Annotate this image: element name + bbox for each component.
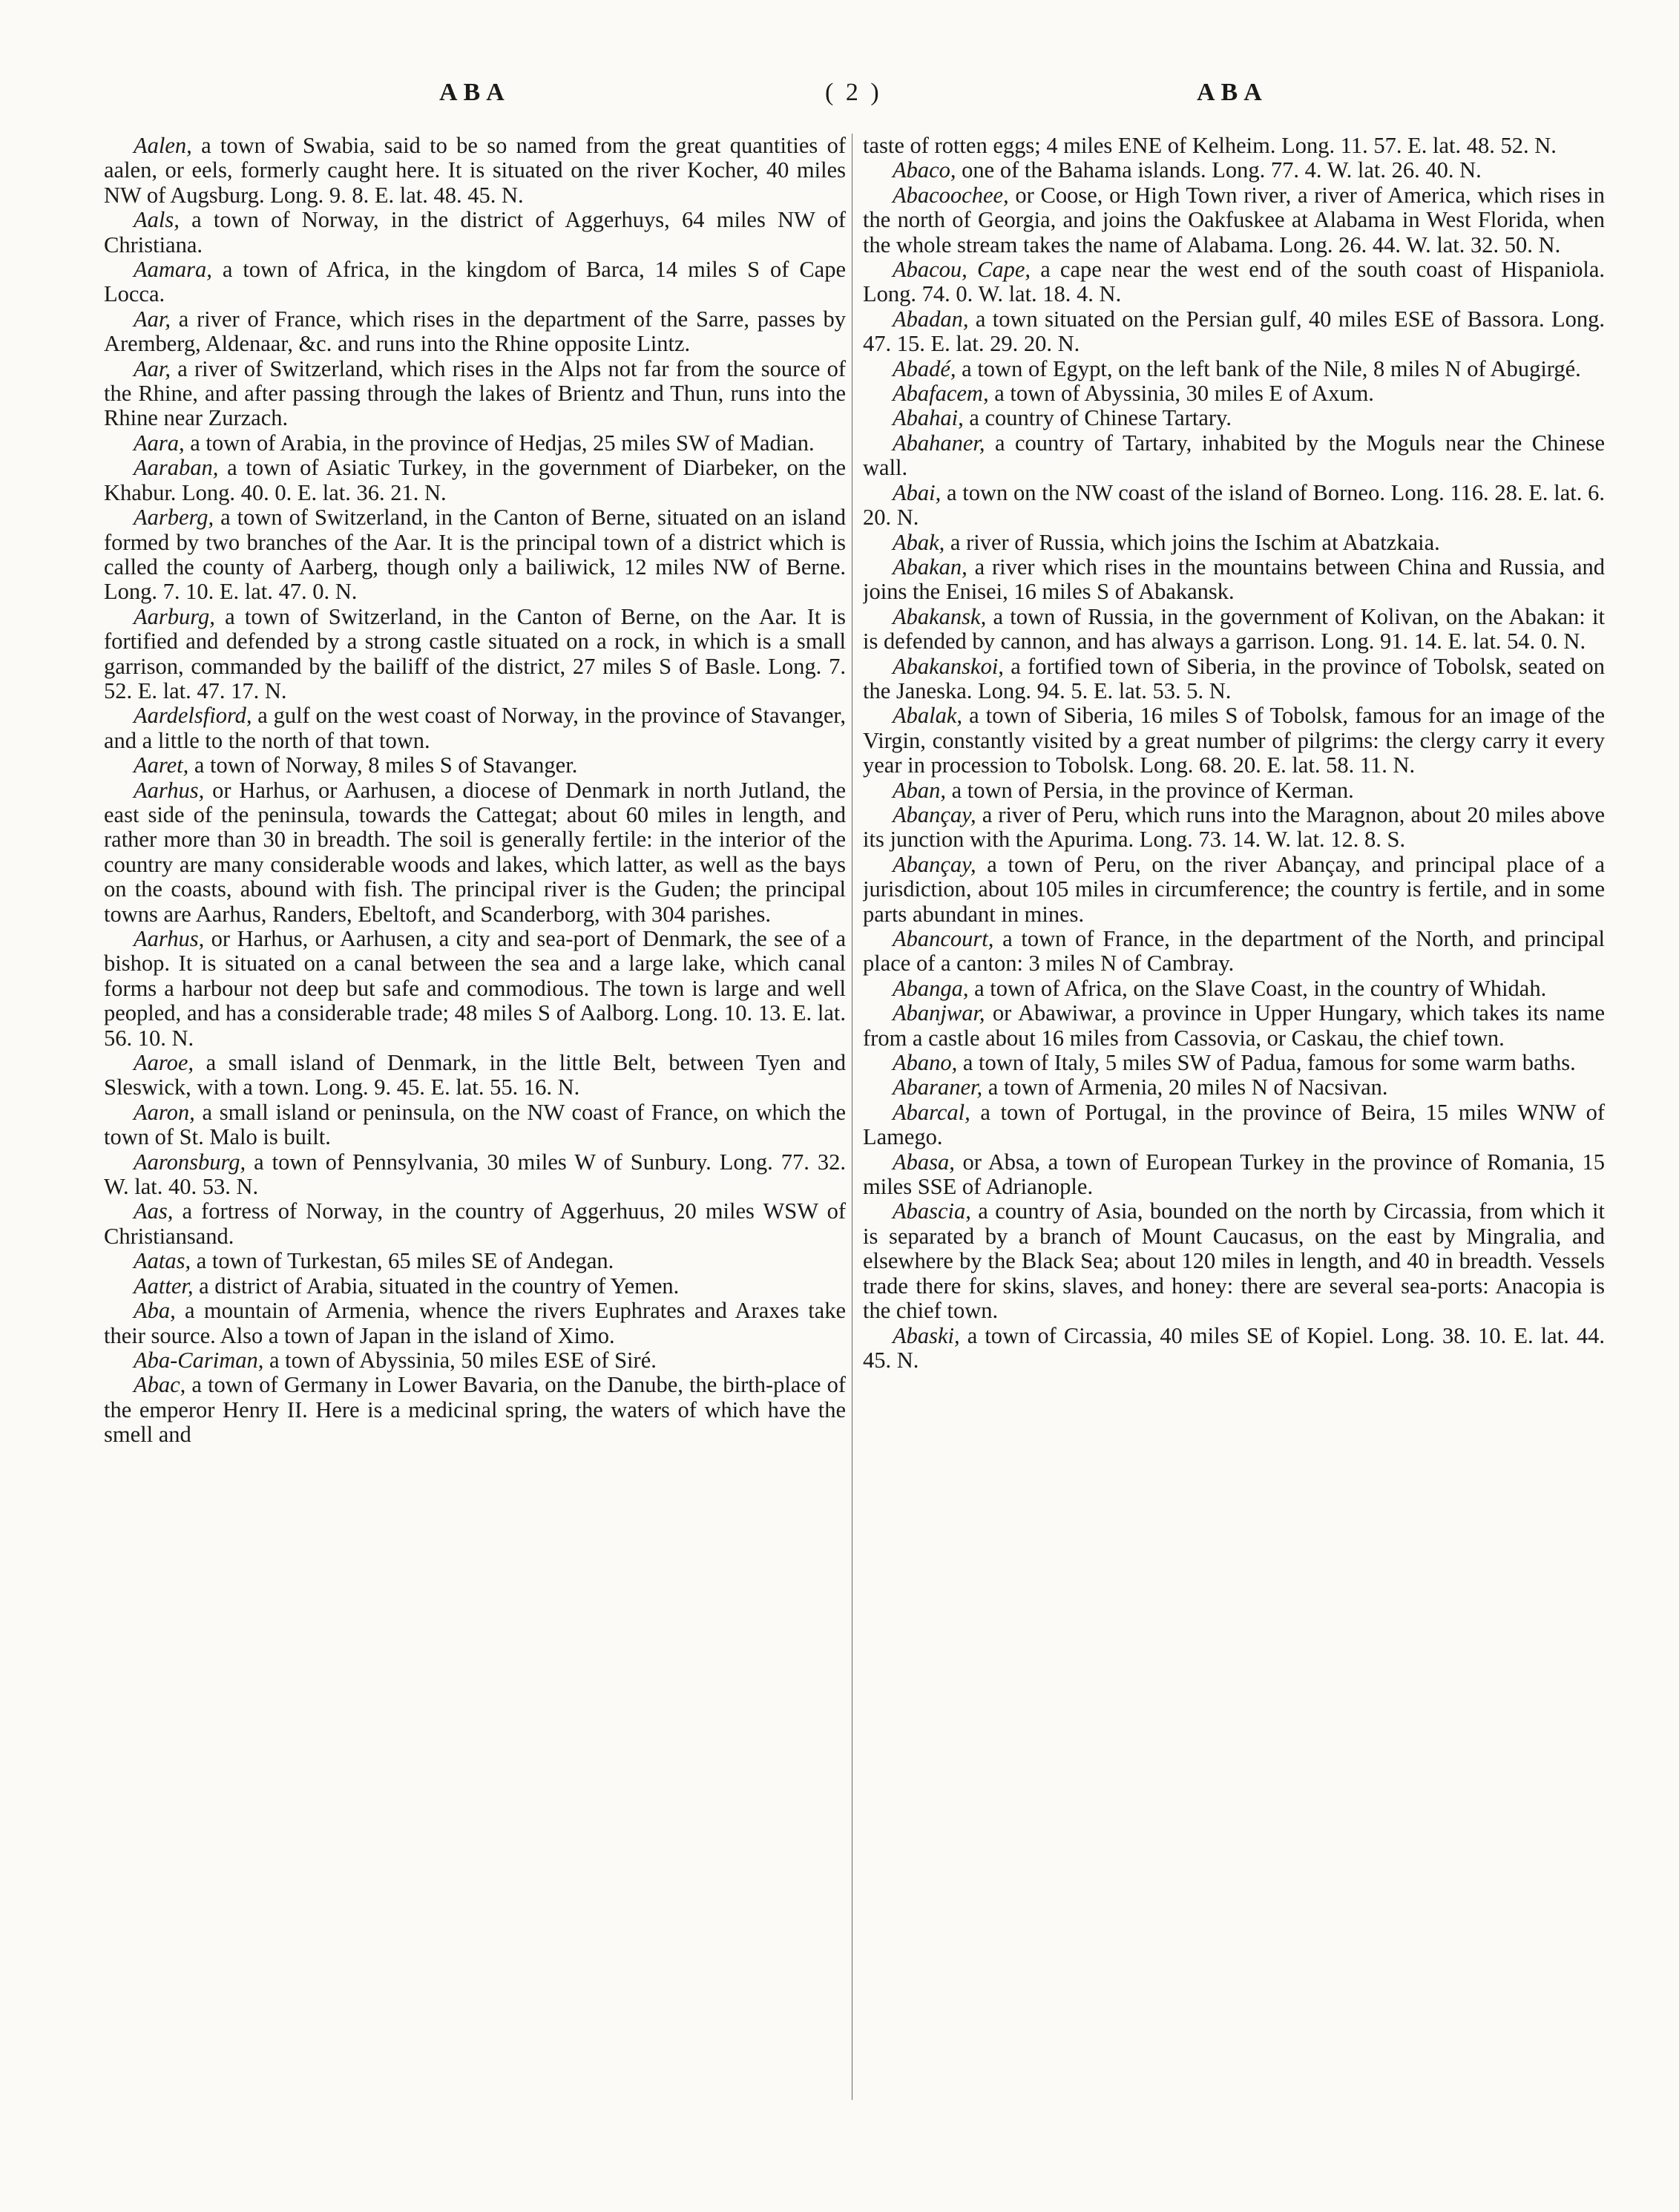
entry-text: a fortress of Norway, in the country of Aggerhuus, 20 miles WSW of Christiansand. xyxy=(104,1198,846,1249)
header-right-catchword: ABA xyxy=(1197,79,1268,106)
entry-text: a town of Pennsylvania, 30 miles W of Sunbury. Long. 77. 32. W. lat. 40. 53. N. xyxy=(104,1149,846,1200)
entry-headword: Aalen, xyxy=(134,134,192,158)
entry-headword: Abançay, xyxy=(893,851,976,877)
entry-headword: Abahai, xyxy=(893,405,964,431)
gazetteer-entry xyxy=(863,555,1605,605)
gazetteer-entry xyxy=(104,1299,846,1348)
entry-headword: Aba, xyxy=(134,1298,176,1324)
gazetteer-entry xyxy=(863,778,1605,803)
gazetteer-entry xyxy=(104,1249,846,1273)
entry-headword: Aardelsfiord, xyxy=(134,703,252,729)
gazetteer-entry xyxy=(104,307,846,357)
entry-text: a country of Chinese Tartary. xyxy=(963,405,1232,431)
gazetteer-entry xyxy=(863,1051,1605,1075)
entry-headword: Aaron, xyxy=(134,1099,195,1125)
entry-text: or Absa, a town of European Turkey in the province of Romania, 15 miles SSE of Adrianople. xyxy=(863,1149,1605,1200)
gazetteer-entry xyxy=(104,1199,846,1249)
entry-text: a town of Abyssinia, 30 miles E of Axum. xyxy=(988,381,1374,407)
entry-text: a town of France, in the department of the North, and principal place of a canton: 3 miles N of Cambray. xyxy=(863,926,1605,977)
entry-text: a mountain of Armenia, whence the rivers Euphrates and Araxes take their source. Also a town of Japan in the island of Ximo. xyxy=(104,1298,846,1348)
entry-text: a river of France, which rises in the department of the Sarre, passes by Aremberg, Aldenaar, &c. and runs into the Rhine opposite Lintz. xyxy=(104,306,846,357)
gazetteer-entry xyxy=(104,431,846,456)
entry-headword: Aaronsburg, xyxy=(134,1149,246,1175)
gazetteer-entry xyxy=(863,134,1605,158)
entry-text: or Harhus, or Aarhusen, a city and sea-port of Denmark, the see of a bishop. It is situated on a canal between the sea and a large lake, which canal forms a harbour not deep but safe and commodious. The town is large and well peopled, and has a considerable trade; 48 miles S of Aalborg. Long. 10. 13. E. lat. 56. 10. N. xyxy=(104,926,846,1051)
gazetteer-entry xyxy=(863,1001,1605,1051)
gazetteer-entry xyxy=(863,406,1605,430)
gazetteer-entry xyxy=(863,307,1605,357)
entry-text: a river which rises in the mountains between China and Russia, and joins the Enisei, 16 miles S of Abakansk. xyxy=(863,554,1605,605)
entry-headword: Abakan, xyxy=(893,554,967,580)
entry-text: a town of Armenia, 20 miles N of Nacsivan. xyxy=(982,1074,1388,1100)
entry-headword: Aarburg, xyxy=(134,603,215,629)
gazetteer-entry xyxy=(863,357,1605,381)
gazetteer-entry xyxy=(863,531,1605,555)
entry-text: or Abawiwar, a province in Upper Hungary, which takes its name from a castle about 16 miles from Cassovia, or Caskau, the chief town. xyxy=(863,1000,1605,1051)
entry-headword: Aatas, xyxy=(134,1248,191,1274)
entry-headword: Aatter, xyxy=(134,1273,194,1299)
gazetteer-entry xyxy=(863,183,1605,257)
entry-headword: Abadé, xyxy=(893,355,956,381)
entry-text: a country of Asia, bounded on the north by Circassia, from which it is separated by a branch of Mount Caucasus, on the east by Mingralia, and elsewhere by the Black Sea; about 120 miles in length, and 40 in breadth. Vessels trade there for skins, slaves, and honey: there are several sea-ports: Anacopia is the chief town. xyxy=(863,1198,1605,1324)
entry-text: a district of Arabia, situated in the country of Yemen. xyxy=(193,1273,680,1299)
gazetteer-entry xyxy=(863,977,1605,1001)
entry-headword: Abai, xyxy=(893,479,942,505)
entry-headword: Abaraner, xyxy=(893,1074,983,1100)
entry-headword: Abasa, xyxy=(893,1149,955,1175)
entry-headword: Abacoochee, xyxy=(893,182,1009,208)
entry-headword: Abanjwar, xyxy=(893,1000,985,1026)
entry-text: a gulf on the west coast of Norway, in the province of Stavanger, and a little to the north of that town. xyxy=(104,703,846,753)
gazetteer-entry xyxy=(104,456,846,505)
gazetteer-entry xyxy=(104,505,846,605)
gazetteer-entry xyxy=(104,1150,846,1200)
entry-headword: Abanga, xyxy=(893,975,969,1001)
entry-headword: Abancourt, xyxy=(893,926,994,951)
entry-text: a town of Germany in Lower Bavaria, on the Danube, the birth-place of the emperor Henry II. Here is a medicinal spring, the waters of which have the smell and xyxy=(104,1372,846,1448)
entry-text: a fortified town of Siberia, in the province of Tobolsk, seated on the Janeska. Long. 94. 5. E. lat. 53. 5. N. xyxy=(863,653,1605,703)
entry-headword: Abalak, xyxy=(893,703,963,729)
entry-headword: Abarcal, xyxy=(893,1099,970,1125)
entry-text: a town of Africa, on the Slave Coast, in the country of Whidah. xyxy=(968,975,1547,1001)
entry-headword: Aarhus, xyxy=(134,777,205,803)
gazetteer-entry xyxy=(863,158,1605,183)
entry-text: a river of Peru, which runs into the Maragnon, about 20 miles above its junction with the Apurima. Long. 73. 14. W. lat. 12. 8. S. xyxy=(863,801,1605,853)
gazetteer-entry xyxy=(104,1348,846,1373)
entry-headword: Aar, xyxy=(134,306,171,332)
entry-text: a town of Russia, in the government of Kolivan, on the Abakan: it is defended by cannon, and has always a garrison. Long. 91. 14. E. lat. 54. 0. N. xyxy=(863,603,1605,654)
entry-headword: Aaret, xyxy=(134,752,189,778)
entry-text: a country of Tartary, inhabited by the Moguls near the Chinese wall. xyxy=(863,430,1605,481)
gazetteer-entry xyxy=(863,1100,1605,1150)
gazetteer-entry xyxy=(104,1100,846,1150)
entry-text: a cape near the west end of the south coast of Hispaniola. Long. 74. 0. W. lat. 18. 4. N. xyxy=(863,257,1605,307)
entry-headword: Aara, xyxy=(134,430,185,456)
gazetteer-entry xyxy=(104,778,846,927)
entry-headword: Abakanskoi, xyxy=(893,653,1004,679)
entry-text: one of the Bahama islands. Long. 77. 4. W. lat. 26. 40. N. xyxy=(956,157,1482,183)
entry-text: a town of Africa, in the kingdom of Barca, 14 miles S of Cape Locca. xyxy=(104,257,846,307)
entry-headword: Aaroe, xyxy=(134,1050,194,1076)
entry-headword: Abascia, xyxy=(893,1198,971,1224)
entry-text: a small island of Denmark, in the little Belt, between Tyen and Sleswick, with a town. Long. 9. 45. E. lat. 55. 16. N. xyxy=(104,1050,846,1100)
entry-headword: Abadan, xyxy=(893,306,969,332)
entry-headword: Abaco, xyxy=(893,157,956,183)
gazetteer-entry xyxy=(863,853,1605,927)
gazetteer-entry xyxy=(863,654,1605,704)
gazetteer-entry xyxy=(863,481,1605,531)
entry-text: a town of Norway, in the district of Aggerhuys, 64 miles NW of Christiana. xyxy=(104,207,846,257)
entry-headword: Abaski, xyxy=(893,1322,960,1348)
entry-headword: Aas, xyxy=(134,1198,174,1224)
gazetteer-entry xyxy=(863,1150,1605,1200)
entry-headword: Abacou, Cape, xyxy=(893,257,1031,283)
entry-text: or Harhus, or Aarhusen, a diocese of Denmark in north Jutland, the east side of the peninsula, towards the Cattegat; about 60 miles in length, and rather more than 30 in breadth. The soil is generally fertile: in the interior of the country are many considerable woods and lakes, which latter, as well as the bays on the coasts, abound with fish. The principal river is the Guden; the principal towns are Aarhus, Randers, Ebeltoft, and Scanderborg, with 304 parishes. xyxy=(104,777,846,927)
gazetteer-entry xyxy=(104,1373,846,1447)
gazetteer-entry xyxy=(863,257,1605,307)
entry-text: a river of Russia, which joins the Ischim at Abatzkaia. xyxy=(944,529,1440,555)
entry-text: a town of Italy, 5 miles SW of Padua, famous for some warm baths. xyxy=(957,1050,1576,1076)
header-left-catchword: ABA xyxy=(439,79,510,106)
page-number: ( 2 ) xyxy=(825,79,882,106)
entry-text: a river of Switzerland, which rises in the Alps not far from the source of the Rhine, and after passing through the lakes of Brientz and Thun, runs into the Rhine near Zurzach. xyxy=(104,355,846,431)
gazetteer-entry xyxy=(863,381,1605,406)
gazetteer-entry xyxy=(104,1274,846,1299)
gazetteer-entry xyxy=(863,803,1605,853)
gazetteer-entry xyxy=(863,703,1605,778)
gazetteer-entry xyxy=(104,1051,846,1100)
gazetteer-entry xyxy=(863,605,1605,654)
gazetteer-entry xyxy=(104,357,846,431)
entry-headword: Abak, xyxy=(893,529,945,555)
entry-headword: Abac, xyxy=(134,1372,186,1398)
entry-headword: Aba-Cariman, xyxy=(134,1347,264,1373)
entry-text: a town of Norway, 8 miles S of Stavanger. xyxy=(188,752,578,778)
entry-text: or Coose, or High Town river, a river of America, which rises in the north of Georgia, and joins the Oakfuskee at Alabama in West Florida, when the whole stream takes the name of Alabama. Long. 26. 44. W. lat. 32. 50. N. xyxy=(863,182,1605,257)
right-column xyxy=(863,134,1605,2152)
gazetteer-entry xyxy=(863,927,1605,977)
gazetteer-entry xyxy=(104,703,846,753)
entry-headword: Aar, xyxy=(134,355,171,381)
gazetteer-entry xyxy=(863,1199,1605,1323)
entry-headword: Abano, xyxy=(893,1050,958,1076)
entry-headword: Aarhus, xyxy=(134,926,205,951)
gazetteer-entry xyxy=(863,431,1605,481)
entry-text: a town situated on the Persian gulf, 40 miles ESE of Bassora. Long. 47. 15. E. lat. 29. 20. N. xyxy=(863,306,1605,357)
gazetteer-entry xyxy=(104,927,846,1051)
entry-text: a town of Asiatic Turkey, in the government of Diarbeker, on the Khabur. Long. 40. 0. E. lat. 36. 21. N. xyxy=(104,455,846,505)
entry-text: a town of Turkestan, 65 miles SE of Andegan. xyxy=(191,1248,614,1274)
entry-text: a town of Swabia, said to be so named from the great quantities of aalen, or eels, formerly caught here. It is situated on the river Kocher, 40 miles NW of Augsburg. Long. 9. 8. E. lat. 48. 45. N. xyxy=(104,134,846,208)
entry-text: a town of Siberia, 16 miles S of Tobolsk, famous for an image of the Virgin, constantly visited by a great number of pilgrims: the clergy carry it every year in procession to Tobolsk. Long. 68. 20. E. lat. 58. 11. N. xyxy=(863,703,1605,778)
entry-headword: Aarberg, xyxy=(134,505,214,531)
entry-text: a town of Switzerland, in the Canton of Berne, situated on an island formed by two branches of the Aar. It is the principal town of a district which is called the county of Aarberg, though only a bailiwick, 12 miles NW of Berne. Long. 7. 10. E. lat. 47. 0. N. xyxy=(104,505,846,605)
entry-text: a small island or peninsula, on the NW coast of France, on which the town of St. Malo is built. xyxy=(104,1099,846,1150)
gazetteer-entry xyxy=(104,208,846,257)
gazetteer-entry xyxy=(104,605,846,704)
entry-headword: Abafacem, xyxy=(893,381,989,407)
entry-text: a town of Arabia, in the province of Hedjas, 25 miles SW of Madian. xyxy=(184,430,815,456)
entry-headword: Aamara, xyxy=(134,257,212,283)
entry-headword: Abakansk, xyxy=(893,603,987,629)
gazetteer-entry xyxy=(104,134,846,208)
gazetteer-entry xyxy=(863,1324,1605,1374)
entry-text: a town on the NW coast of the island of Borneo. Long. 116. 28. E. lat. 6. 20. N. xyxy=(863,479,1605,531)
entry-headword: Abahaner, xyxy=(893,430,985,456)
gazetteer-entry xyxy=(863,1075,1605,1100)
entry-headword: Aban, xyxy=(893,777,947,803)
entry-text: a town of Persia, in the province of Kerman. xyxy=(946,777,1354,803)
gazetteer-entry xyxy=(104,753,846,778)
gazetteer-entry xyxy=(104,257,846,307)
entry-headword: Aaraban, xyxy=(134,455,219,481)
entry-text: a town of Abyssinia, 50 miles ESE of Siré. xyxy=(263,1347,657,1373)
entry-text: a town of Portugal, in the province of Beira, 15 miles WNW of Lamego. xyxy=(863,1099,1605,1150)
entry-headword: Abançay, xyxy=(893,801,976,827)
entry-text: taste of rotten eggs; 4 miles ENE of Kelheim. Long. 11. 57. E. lat. 48. 52. N. xyxy=(863,134,1557,158)
entry-headword: Aals, xyxy=(134,207,180,233)
entry-text: a town of Circassia, 40 miles SE of Kopiel. Long. 38. 10. E. lat. 44. 45. N. xyxy=(863,1322,1605,1373)
entry-text: a town of Switzerland, in the Canton of Berne, on the Aar. It is fortified and defended by a strong castle situated on a rock, in which is a small garrison, commanded by the bailiff of the district, 27 miles S of Basle. Long. 7. 52. E. lat. 47. 17. N. xyxy=(104,603,846,703)
left-column xyxy=(104,134,846,2152)
entry-text: a town of Peru, on the river Abançay, and principal place of a jurisdiction, about 105 miles in circumference; the country is fertile, and in some parts abundant in mines. xyxy=(863,851,1605,927)
running-header xyxy=(0,79,1679,116)
entry-text: a town of Egypt, on the left bank of the Nile, 8 miles N of Abugirgé. xyxy=(956,355,1581,381)
